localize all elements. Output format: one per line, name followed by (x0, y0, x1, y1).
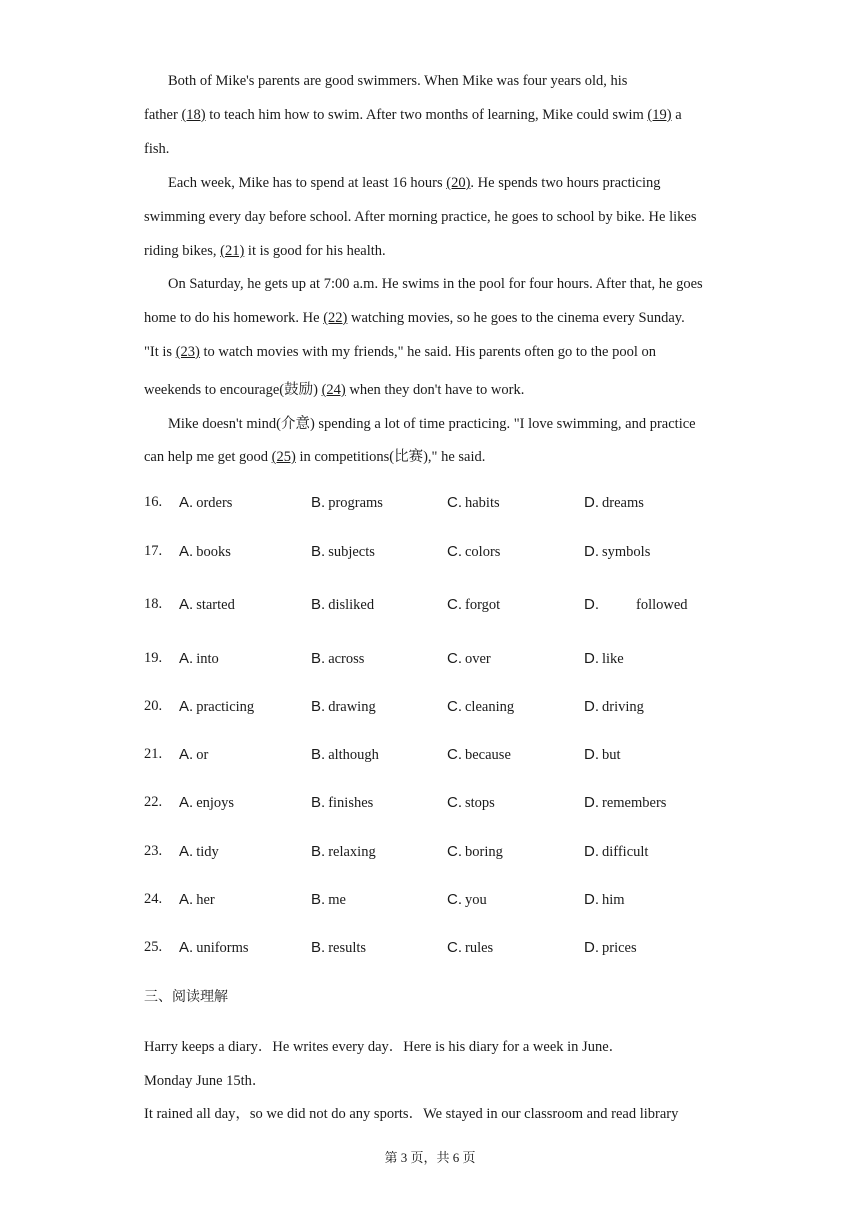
option-text: results (328, 940, 367, 956)
question-number: 21. (144, 746, 163, 762)
option-letter: B. (311, 596, 326, 613)
option-letter: D. (584, 794, 599, 811)
reading-line: Monday June 15th． (144, 1073, 267, 1089)
page-footer: 第 3 页，共 6 页 (384, 1150, 476, 1165)
option-text: me (328, 892, 346, 908)
option-text: programs (328, 495, 383, 511)
option-a[interactable] (179, 650, 219, 668)
passage-line: "It is (23) to watch movies with my friends," he said. His parents often go to the pool on (144, 344, 657, 360)
option-letter: A. (179, 650, 194, 667)
question-row (144, 843, 724, 865)
option-d[interactable] (584, 543, 650, 561)
option-letter: B. (311, 891, 326, 908)
option-a[interactable] (179, 596, 235, 614)
option-letter: B. (311, 494, 326, 511)
option-letter: A. (179, 746, 194, 763)
option-a[interactable] (179, 843, 219, 861)
option-c[interactable] (447, 794, 495, 812)
option-text: cleaning (465, 699, 515, 715)
reading-line: Harry keeps a diary．He writes every day．Here is his diary for a week in June． (144, 1039, 624, 1055)
option-letter: C. (447, 843, 462, 860)
blank-25: (25) (271, 449, 296, 465)
option-text: habits (465, 495, 500, 511)
option-d[interactable] (584, 939, 637, 957)
blank-24: (24) (321, 382, 346, 398)
option-letter: A. (179, 939, 194, 956)
blank-20: (20) (446, 175, 471, 191)
option-letter: B. (311, 794, 326, 811)
option-letter: B. (311, 698, 326, 715)
option-text: you (465, 892, 487, 908)
option-a[interactable] (179, 891, 215, 909)
option-letter: C. (447, 891, 462, 908)
option-c[interactable] (447, 650, 491, 668)
option-text: subjects (328, 544, 375, 560)
option-text: boring (465, 844, 503, 860)
option-text: her (196, 892, 215, 908)
blank-18: (18) (181, 107, 206, 123)
option-letter: A. (179, 794, 194, 811)
option-text: because (465, 747, 511, 763)
option-text: stops (465, 795, 495, 811)
option-letter: C. (447, 650, 462, 667)
blank-23: (23) (175, 344, 200, 360)
option-letter: B. (311, 843, 326, 860)
option-c[interactable] (447, 891, 487, 909)
option-d[interactable] (584, 494, 644, 512)
option-text: finishes (328, 795, 374, 811)
option-letter: A. (179, 843, 194, 860)
option-text: symbols (602, 544, 651, 560)
option-letter: D. (584, 698, 599, 715)
passage-line: fish. (144, 141, 170, 157)
option-letter: B. (311, 939, 326, 956)
question-row (144, 939, 724, 961)
option-text: forgot (465, 597, 501, 613)
option-text: prices (602, 940, 637, 956)
question-number: 19. (144, 650, 163, 666)
option-b[interactable] (311, 746, 379, 764)
question-row (144, 543, 724, 565)
option-b[interactable] (311, 650, 364, 668)
option-text: into (196, 651, 219, 667)
option-text: dreams (602, 495, 644, 511)
option-letter: D. (584, 650, 599, 667)
option-b[interactable] (311, 543, 375, 561)
option-letter: A. (179, 596, 194, 613)
option-a[interactable] (179, 746, 208, 764)
passage-line: weekends to encourage(鼓励) (24) when they don't have to work. (144, 382, 525, 398)
option-text: uniforms (196, 940, 249, 956)
option-b[interactable] (311, 494, 383, 512)
option-text: practicing (196, 699, 255, 715)
option-letter: C. (447, 939, 462, 956)
option-letter: D. (584, 843, 599, 860)
option-letter: D. (584, 543, 599, 560)
option-b[interactable] (311, 596, 374, 614)
option-a[interactable] (179, 698, 254, 716)
option-d[interactable] (584, 596, 688, 614)
passage-line: home to do his homework. He (22) watching movies, so he goes to the cinema every Sunday. (144, 310, 685, 326)
option-text: orders (196, 495, 233, 511)
question-number: 16. (144, 494, 163, 510)
option-a[interactable] (179, 494, 232, 512)
option-letter: C. (447, 596, 462, 613)
option-letter: B. (311, 543, 326, 560)
passage-line: On Saturday, he gets up at 7:00 a.m. He swims in the pool for four hours. After that, he goes (168, 276, 703, 292)
option-text: him (602, 892, 625, 908)
option-text: although (328, 747, 379, 763)
option-text: drawing (328, 699, 376, 715)
option-letter: A. (179, 494, 194, 511)
reading-line: It rained all day，so we did not do any sports．We stayed in our classroom and read library (144, 1106, 679, 1122)
option-b[interactable] (311, 843, 376, 861)
option-b[interactable] (311, 698, 376, 716)
option-letter: B. (311, 650, 326, 667)
option-text: difficult (602, 844, 649, 860)
question-row (144, 794, 724, 816)
option-c[interactable] (447, 494, 500, 512)
option-c[interactable] (447, 698, 514, 716)
option-d[interactable] (584, 891, 625, 909)
question-row (144, 698, 724, 720)
option-text: enjoys (196, 795, 235, 811)
option-text: relaxing (328, 844, 376, 860)
option-text: rules (465, 940, 494, 956)
question-number: 17. (144, 543, 163, 559)
passage-line: swimming every day before school. After morning practice, he goes to school by bike. He likes (144, 209, 697, 225)
question-number: 23. (144, 843, 163, 859)
option-letter: A. (179, 543, 194, 560)
question-row (144, 596, 724, 618)
option-letter: D. (584, 746, 599, 763)
option-letter: A. (179, 891, 194, 908)
option-c[interactable] (447, 939, 493, 957)
option-text: colors (465, 544, 501, 560)
option-b[interactable] (311, 794, 373, 812)
question-number: 18. (144, 596, 163, 612)
option-a[interactable] (179, 939, 249, 957)
option-d[interactable] (584, 746, 621, 764)
option-text: followed (636, 597, 688, 613)
option-text: over (465, 651, 491, 667)
question-number: 22. (144, 794, 163, 810)
option-letter: D. (584, 939, 599, 956)
option-letter: C. (447, 794, 462, 811)
question-row (144, 494, 724, 516)
option-c[interactable] (447, 843, 503, 861)
question-number: 25. (144, 939, 163, 955)
passage-line: father (18) to teach him how to swim. After two months of learning, Mike could swim (19) a (144, 107, 682, 123)
option-letter: C. (447, 494, 462, 511)
blank-21: (21) (220, 243, 245, 259)
question-number: 24. (144, 891, 163, 907)
option-text: but (602, 747, 621, 763)
option-d[interactable] (584, 698, 644, 716)
option-letter: D. (584, 891, 599, 908)
option-b[interactable] (311, 891, 346, 909)
question-row (144, 650, 724, 672)
option-text: disliked (328, 597, 375, 613)
blank-22: (22) (323, 310, 348, 326)
option-a[interactable] (179, 543, 231, 561)
section-title: 三、阅读理解 (144, 989, 228, 1005)
option-text: or (196, 747, 209, 763)
option-b[interactable] (311, 939, 366, 957)
option-text: driving (602, 699, 644, 715)
option-text: remembers (602, 795, 667, 811)
passage-line: Mike doesn't mind(介意) spending a lot of time practicing. "I love swimming, and practice (168, 416, 696, 432)
option-letter: C. (447, 698, 462, 715)
question-number: 20. (144, 698, 163, 714)
option-d[interactable] (584, 843, 648, 861)
option-text: tidy (196, 844, 219, 860)
option-d[interactable] (584, 794, 666, 812)
question-row (144, 746, 724, 768)
blank-19: (19) (647, 107, 672, 123)
option-c[interactable] (447, 596, 500, 614)
passage-line: can help me get good (25) in competitions(比赛)," he said. (144, 449, 486, 465)
question-row (144, 891, 724, 913)
option-letter: C. (447, 543, 462, 560)
option-text: books (196, 544, 231, 560)
option-letter: A. (179, 698, 194, 715)
option-letter: D. (584, 596, 599, 613)
passage-line: Both of Mike's parents are good swimmers. When Mike was four years old, his (168, 73, 628, 89)
option-d[interactable] (584, 650, 624, 668)
option-letter: C. (447, 746, 462, 763)
option-text: across (328, 651, 365, 667)
option-c[interactable] (447, 543, 500, 561)
option-letter: D. (584, 494, 599, 511)
option-a[interactable] (179, 794, 234, 812)
option-letter: B. (311, 746, 326, 763)
passage-line: riding bikes, (21) it is good for his health. (144, 243, 386, 259)
passage-line: Each week, Mike has to spend at least 16 hours (20). He spends two hours practicing (168, 175, 661, 191)
option-c[interactable] (447, 746, 511, 764)
option-text: like (602, 651, 624, 667)
option-text: started (196, 597, 235, 613)
